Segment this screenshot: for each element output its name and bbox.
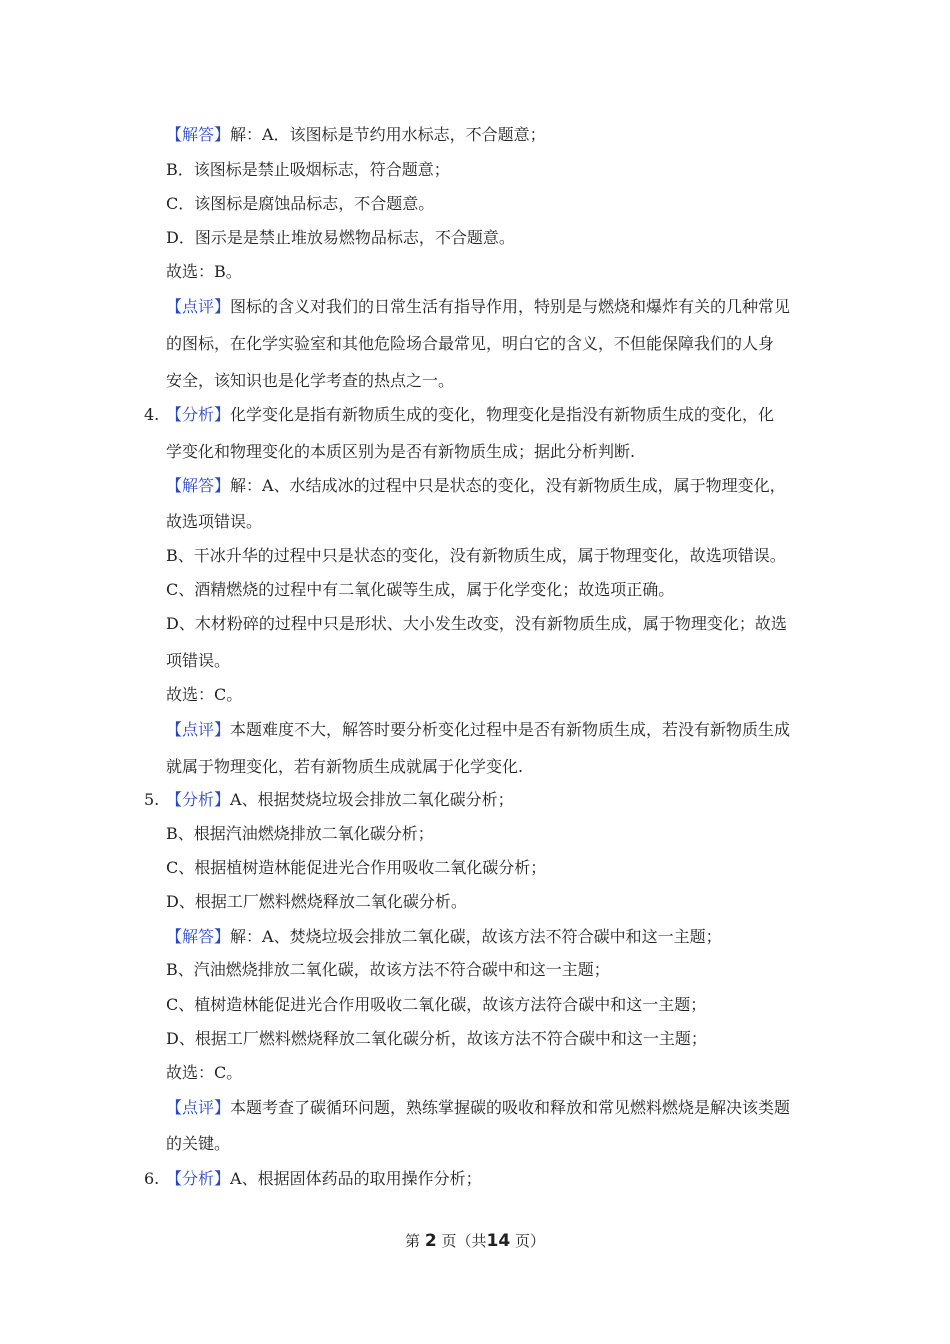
text-line xyxy=(166,262,242,282)
page-number: 2 xyxy=(424,1231,437,1251)
line-text: B、根据汽油燃烧排放二氧化碳分析； xyxy=(166,824,434,843)
line-text: 项错误。 xyxy=(166,651,231,670)
line-text: B．该图标是禁止吸烟标志，符合题意； xyxy=(166,160,450,179)
text-line xyxy=(166,1134,230,1154)
section-tag: 【解答】 xyxy=(166,927,231,946)
text-line xyxy=(166,371,454,391)
text-line xyxy=(166,824,434,844)
section-tag: 【点评】 xyxy=(166,297,231,316)
line-text: 解：A、水结成冰的过程中只是状态的变化，没有新物质生成，属于物理变化， xyxy=(230,476,786,495)
text-line xyxy=(166,228,515,248)
text-line xyxy=(166,651,230,671)
text-line xyxy=(166,927,722,947)
text-line xyxy=(166,194,434,214)
section-tag: 【分析】 xyxy=(166,405,231,424)
text-line xyxy=(166,685,242,705)
line-text: 解：A．该图标是节约用水标志，不合题意； xyxy=(230,125,546,144)
line-text: 的图标，在化学实验室和其他危险场合最常见，明白它的含义，不但能保障我们的人身 xyxy=(166,334,775,353)
text-line xyxy=(166,995,706,1015)
text-line xyxy=(166,614,787,634)
text-line xyxy=(166,580,674,600)
line-text: C．该图标是腐蚀品标志，不合题意。 xyxy=(166,194,435,213)
line-text: C、植树造林能促进光合作用吸收二氧化碳，故该方法符合碳中和这一主题； xyxy=(166,995,707,1014)
text-line xyxy=(166,757,523,777)
text-line xyxy=(166,442,635,462)
line-text: 故选：B。 xyxy=(166,262,242,281)
line-text: 的关键。 xyxy=(166,1134,231,1153)
question-number: 6. xyxy=(144,1169,160,1188)
section-tag: 【分析】 xyxy=(166,1169,231,1188)
line-text: B、干冰升华的过程中只是状态的变化，没有新物质生成，属于物理变化，故选项错误。 xyxy=(166,546,786,565)
line-text: 本题考查了碳循环问题，熟练掌握碳的吸收和释放和常见燃料燃烧是解决该类题 xyxy=(230,1098,791,1117)
line-text: 故选项错误。 xyxy=(166,512,263,531)
text-line xyxy=(166,960,610,980)
text-line xyxy=(166,1063,242,1083)
question-number: 4. xyxy=(144,405,160,424)
line-text: C、酒精燃烧的过程中有二氧化碳等生成，属于化学变化；故选项正确。 xyxy=(166,580,675,599)
line-text: 故选：C。 xyxy=(166,685,243,704)
question-number: 5. xyxy=(144,790,160,809)
line-text: A、根据焚烧垃圾会排放二氧化碳分析； xyxy=(230,790,514,809)
text-line xyxy=(166,546,786,566)
page-footer xyxy=(0,1230,950,1251)
line-text: D、木材粉碎的过程中只是形状、大小发生改变，没有新物质生成，属于物理变化；故选 xyxy=(166,614,787,633)
footer-text: 页） xyxy=(514,1232,545,1250)
line-text: 学变化和物理变化的本质区别为是否有新物质生成；据此分析判断. xyxy=(166,442,636,461)
line-text: 解：A、焚烧垃圾会排放二氧化碳，故该方法不符合碳中和这一主题； xyxy=(230,927,722,946)
text-line xyxy=(166,1029,707,1049)
section-tag: 【分析】 xyxy=(166,790,231,809)
text-line xyxy=(144,790,514,810)
line-text: 图标的含义对我们的日常生活有指导作用，特别是与燃烧和爆炸有关的几种常见 xyxy=(230,297,791,316)
line-text: 化学变化是指有新物质生成的变化，物理变化是指没有新物质生成的变化，化 xyxy=(230,405,775,424)
text-line xyxy=(144,1169,482,1189)
line-text: D、根据工厂燃料燃烧释放二氧化碳分析，故该方法不符合碳中和这一主题； xyxy=(166,1029,707,1048)
line-text: 安全，该知识也是化学考查的热点之一。 xyxy=(166,371,455,390)
text-line xyxy=(166,125,546,145)
text-line xyxy=(166,476,786,496)
line-text: 故选：C。 xyxy=(166,1063,243,1082)
line-text: D、根据工厂燃料燃烧释放二氧化碳分析。 xyxy=(166,892,467,911)
text-line xyxy=(166,297,790,317)
text-line xyxy=(166,334,774,354)
line-text: D．图示是是禁止堆放易燃物品标志，不合题意。 xyxy=(166,228,515,247)
section-tag: 【解答】 xyxy=(166,476,231,495)
line-text: 就属于物理变化，若有新物质生成就属于化学变化. xyxy=(166,757,524,776)
line-text: B、汽油燃烧排放二氧化碳，故该方法不符合碳中和这一主题； xyxy=(166,960,610,979)
total-pages: 14 xyxy=(486,1231,511,1251)
section-tag: 【解答】 xyxy=(166,125,231,144)
text-line xyxy=(166,1098,790,1118)
line-text: C、根据植树造林能促进光合作用吸收二氧化碳分析； xyxy=(166,858,547,877)
footer-text: 页（共 xyxy=(441,1232,487,1250)
text-line xyxy=(166,720,790,740)
section-tag: 【点评】 xyxy=(166,1098,231,1117)
section-tag: 【点评】 xyxy=(166,720,231,739)
text-line xyxy=(144,405,775,425)
text-line xyxy=(166,892,467,912)
text-line xyxy=(166,512,262,532)
footer-text: 第 xyxy=(405,1232,421,1250)
line-text: 本题难度不大，解答时要分析变化过程中是否有新物质生成，若没有新物质生成 xyxy=(230,720,791,739)
line-text: A、根据固体药品的取用操作分析； xyxy=(230,1169,482,1188)
text-line xyxy=(166,160,450,180)
text-line xyxy=(166,858,546,878)
